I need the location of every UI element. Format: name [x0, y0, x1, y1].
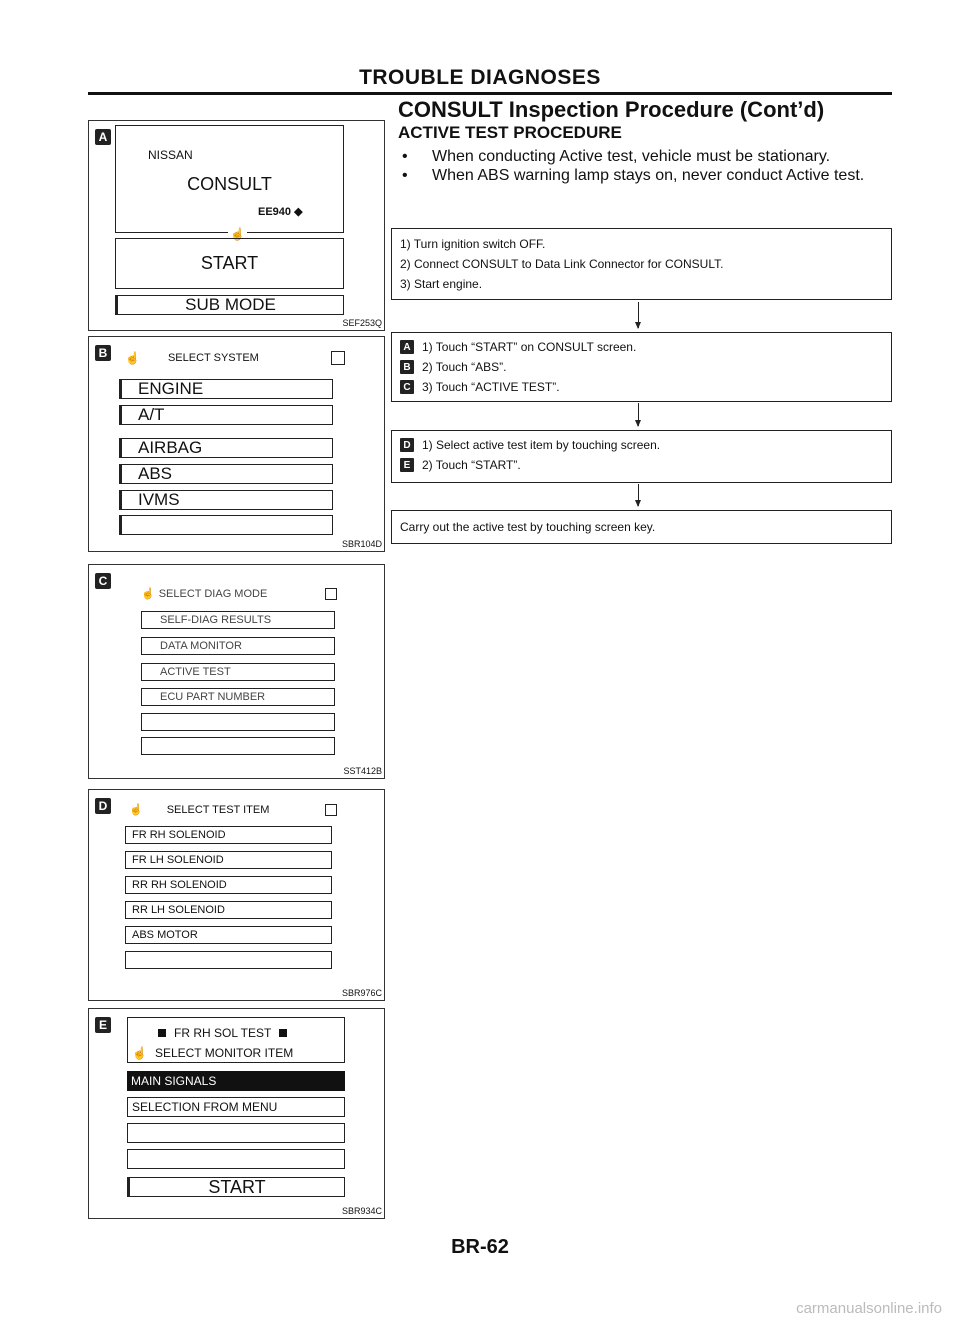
screen-title: SELECT SYSTEM: [167, 352, 259, 364]
bullet-list: [398, 147, 898, 185]
checkbox-icon: [325, 588, 337, 600]
page-number: BR-62: [451, 1236, 509, 1258]
procedure-step-1: 1) Turn ignition switch OFF. 2) Connect CONSULT to Data Link Connector for CONSULT. 3) Start engine.: [391, 228, 892, 300]
select-diag-header: [141, 587, 337, 600]
device-model: EE940 ◆: [258, 206, 303, 218]
figure-code: SBR104D: [341, 539, 382, 549]
select-system-header: [125, 351, 345, 365]
flow-arrow: [638, 403, 639, 426]
procedure-step-4: Carry out the active test by touching screen key.: [391, 510, 892, 544]
main-signals-button[interactable]: MAIN SIGNALS: [127, 1071, 345, 1091]
flow-arrow: [638, 302, 639, 328]
figure-code: SBR976C: [341, 988, 382, 998]
monitor-title: ☝ SELECT MONITOR ITEM: [132, 1046, 294, 1060]
device-name: CONSULT: [187, 174, 272, 194]
test-item-fr-lh[interactable]: FR LH SOLENOID: [125, 851, 332, 869]
step-letter-e: E: [400, 458, 414, 472]
page-header-title: TROUBLE DIAGNOSES: [359, 66, 601, 89]
diag-mode-data-monitor[interactable]: DATA MONITOR: [141, 637, 335, 655]
system-item-empty[interactable]: [119, 515, 333, 535]
figure-code: SEF253Q: [342, 318, 382, 328]
step-letter-b: B: [400, 360, 414, 374]
screen-title: SELECT TEST ITEM: [166, 803, 270, 816]
sub-mode-button[interactable]: SUB MODE: [115, 295, 344, 315]
step-letter-c: C: [400, 380, 414, 394]
selection-from-menu-button[interactable]: SELECTION FROM MENU: [127, 1097, 345, 1117]
panel-letter-a: A: [95, 129, 111, 145]
diag-mode-ecu-part[interactable]: ECU PART NUMBER: [141, 688, 335, 706]
panel-letter-c: C: [95, 573, 111, 589]
figure-code: SST412B: [343, 766, 382, 776]
start-button[interactable]: START: [127, 1177, 345, 1197]
monitor-header-box: [127, 1017, 345, 1063]
square-icon: [279, 1029, 287, 1037]
panel-letter-e: E: [95, 1017, 111, 1033]
screen-title: SELECT DIAG MODE: [158, 587, 268, 600]
panel-b: [88, 336, 385, 552]
monitor-item-empty[interactable]: [127, 1149, 345, 1169]
bullet-item: • When conducting Active test, vehicle must be stationary.: [402, 148, 831, 165]
flow-arrow: [638, 484, 639, 506]
system-item-airbag[interactable]: AIRBAG: [119, 438, 333, 458]
touch-hand-icon: ☝: [141, 588, 155, 600]
square-icon: [158, 1029, 166, 1037]
step-letter-d: D: [400, 438, 414, 452]
panel-c: [88, 564, 385, 779]
brand-label: NISSAN: [148, 148, 193, 162]
touch-hand-icon: ☝: [132, 1046, 147, 1060]
test-item-rr-rh[interactable]: RR RH SOLENOID: [125, 876, 332, 894]
touch-hand-icon: ☝: [125, 351, 140, 365]
page-subtitle: CONSULT Inspection Procedure (Cont’d): [398, 97, 825, 122]
panel-d: [88, 789, 385, 1001]
checkbox-icon: [325, 804, 337, 816]
watermark: carmanualsonline.info: [796, 1300, 942, 1317]
checkbox-icon: [331, 351, 345, 365]
start-button[interactable]: START: [115, 238, 344, 289]
header-rule: [88, 92, 892, 95]
figure-code: SBR934C: [341, 1206, 382, 1216]
system-item-abs[interactable]: ABS: [119, 464, 333, 484]
procedure-step-3: D 1) Select active test item by touching screen. E 2) Touch “START”.: [391, 430, 892, 483]
diag-mode-active-test[interactable]: ACTIVE TEST: [141, 663, 335, 681]
touch-hand-icon: ☝: [230, 227, 245, 241]
section-title: ACTIVE TEST PROCEDURE: [398, 123, 622, 142]
panel-letter-d: D: [95, 798, 111, 814]
consult-screen: [115, 125, 344, 233]
diag-mode-empty[interactable]: [141, 737, 335, 755]
pointer-left-icon: ◆: [294, 206, 303, 218]
system-item-engine[interactable]: ENGINE: [119, 379, 333, 399]
test-item-abs-motor[interactable]: ABS MOTOR: [125, 926, 332, 944]
test-item-fr-rh[interactable]: FR RH SOLENOID: [125, 826, 332, 844]
diag-mode-empty[interactable]: [141, 713, 335, 731]
panel-letter-b: B: [95, 345, 111, 361]
bullet-item: • When ABS warning lamp stays on, never conduct Active test.: [402, 167, 865, 184]
step-letter-a: A: [400, 340, 414, 354]
test-item-empty[interactable]: [125, 951, 332, 969]
panel-a: [88, 120, 385, 331]
panel-e: [88, 1008, 385, 1219]
diag-mode-self-diag[interactable]: SELF-DIAG RESULTS: [141, 611, 335, 629]
procedure-step-2: A 1) Touch “START” on CONSULT screen. B 2) Touch “ABS”. C 3) Touch “ACTIVE TEST”.: [391, 332, 892, 402]
system-item-ivms[interactable]: IVMS: [119, 490, 333, 510]
test-item-rr-lh[interactable]: RR LH SOLENOID: [125, 901, 332, 919]
test-header: FR RH SOL TEST: [158, 1026, 287, 1040]
system-item-at[interactable]: A/T: [119, 405, 333, 425]
select-test-header: [129, 803, 337, 816]
touch-hand-icon: ☝: [129, 804, 143, 816]
monitor-item-empty[interactable]: [127, 1123, 345, 1143]
